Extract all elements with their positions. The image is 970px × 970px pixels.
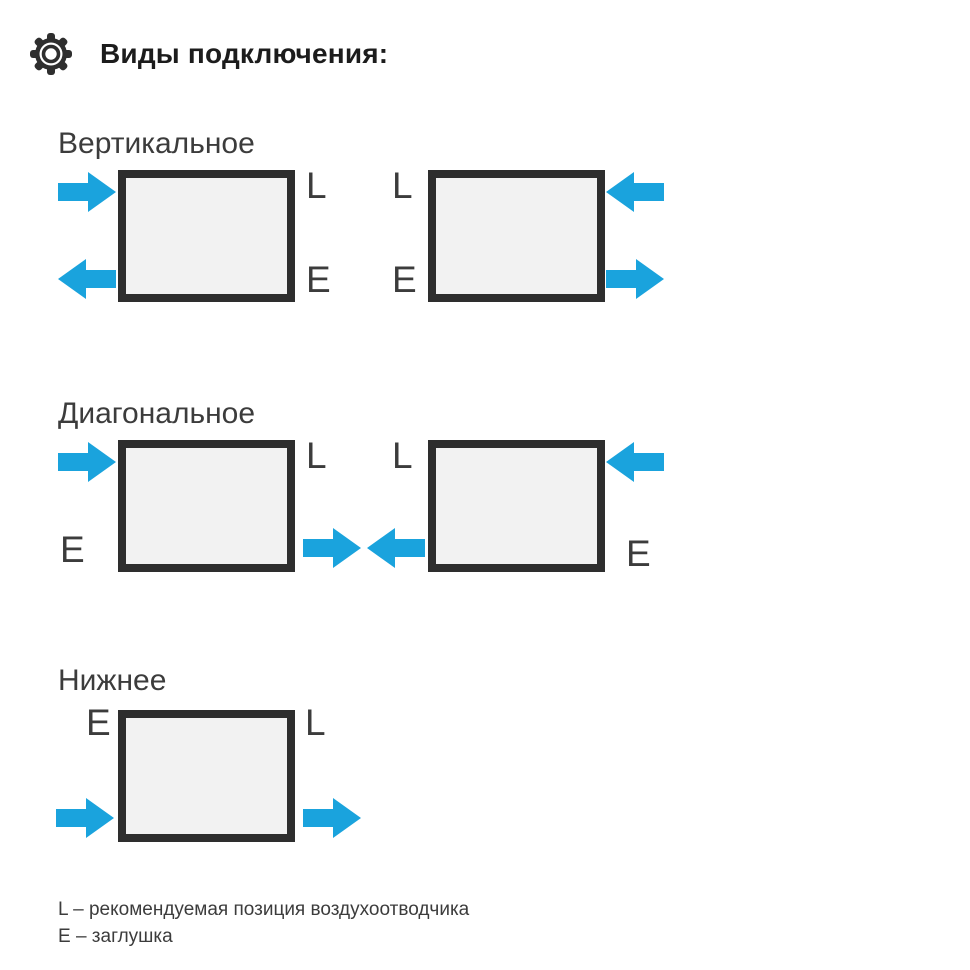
outlet-arrow-left-icon (58, 259, 116, 299)
section-title-vertical: Вертикальное (58, 127, 255, 160)
radiator-diagonal-left (118, 440, 295, 572)
radiator-bottom (118, 710, 295, 842)
gear-icon (27, 30, 75, 78)
inlet-arrow-right-icon (56, 798, 114, 838)
port-label-E: E (626, 533, 651, 574)
legend-line-E: E – заглушка (58, 926, 173, 947)
inlet-arrow-right-icon (58, 442, 116, 482)
port-label-L: L (392, 435, 413, 476)
port-label-E: E (86, 702, 111, 743)
section-title-diagonal: Диагональное (58, 397, 256, 430)
port-label-L: L (306, 435, 327, 476)
radiator-diagonal-right (428, 440, 605, 572)
outlet-arrow-right-icon (303, 798, 361, 838)
section-title-bottom: Нижнее (58, 664, 167, 697)
inlet-arrow-left-icon (606, 442, 664, 482)
inlet-arrow-left-icon (606, 172, 664, 212)
radiator-vertical-right (428, 170, 605, 302)
outlet-arrow-left-icon (367, 528, 425, 568)
radiator-vertical-left (118, 170, 295, 302)
port-label-E: E (392, 259, 417, 300)
port-label-L: L (305, 702, 326, 743)
outlet-arrow-right-icon (303, 528, 361, 568)
port-label-L: L (306, 165, 327, 206)
legend-line-L: L – рекомендуемая позиция воздухоотводчика (58, 899, 470, 920)
page-title: Виды подключения: (100, 38, 389, 69)
inlet-arrow-right-icon (58, 172, 116, 212)
port-label-L: L (392, 165, 413, 206)
port-label-E: E (306, 259, 331, 300)
port-label-E: E (60, 529, 85, 570)
outlet-arrow-right-icon (606, 259, 664, 299)
